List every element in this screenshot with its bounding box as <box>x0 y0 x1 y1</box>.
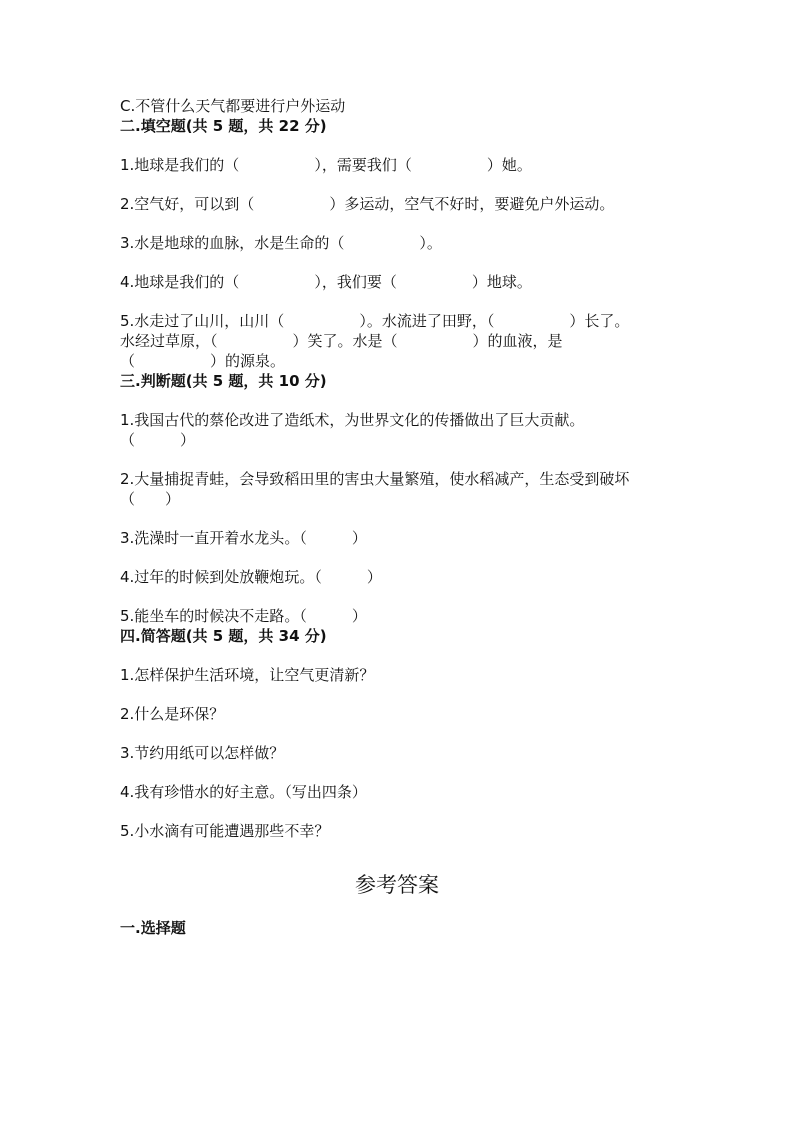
question-text-line: 1.地球是我们的（ ），需要我们（ ）她。 <box>120 156 532 174</box>
question-text-line: 5.小水滴有可能遭遇那些不幸？ <box>120 822 330 840</box>
question-item <box>120 233 674 253</box>
question-item <box>120 311 674 371</box>
question-text-line: 2.大量捕捉青蛙，会导致稻田里的害虫大量繁殖，使水稻减产，生态受到破坏 <box>120 470 630 488</box>
question-text-line: 5.能坐车的时候决不走路。（ ） <box>120 607 367 625</box>
answer-section-title: 一.选择题 <box>120 919 186 937</box>
question-text-line: 4.我有珍惜水的好主意。（写出四条） <box>120 783 367 801</box>
section-title: 二.填空题(共 5 题，共 22 分) <box>120 117 327 135</box>
question-text-line: 3.水是地球的血脉，水是生命的（ ）。 <box>120 234 442 252</box>
question-text-line: 4.地球是我们的（ ），我们要（ ）地球。 <box>120 273 532 291</box>
question-text-line: （ ）的源泉。 <box>120 352 286 370</box>
question-item <box>120 704 674 724</box>
question-text-line: 1.怎样保护生活环境，让空气更清新？ <box>120 666 375 684</box>
question-text-line: 3.节约用纸可以怎样做？ <box>120 744 285 762</box>
question-text-line: 4.过年的时候到处放鞭炮玩。（ ） <box>120 568 382 586</box>
answer-key-title: 参考答案 <box>355 873 439 897</box>
question-text-line: （ ） <box>120 431 196 449</box>
question-item <box>120 567 674 587</box>
question-text-line: 2.什么是环保？ <box>120 705 225 723</box>
question-item <box>120 528 674 548</box>
section-title: 四.简答题(共 5 题，共 34 分) <box>120 627 327 645</box>
question-item <box>120 410 674 450</box>
question-item <box>120 469 674 509</box>
question-sections <box>120 116 674 841</box>
question-item <box>120 155 674 175</box>
question-text-line: 1.我国古代的蔡伦改进了造纸术，为世界文化的传播做出了巨大贡献。 <box>120 411 585 429</box>
question-text-line: 2.空气好，可以到（ ）多运动，空气不好时，要避免户外运动。 <box>120 195 615 213</box>
question-item <box>120 743 674 763</box>
question-text-line: 水经过草原，（ ）笑了。水是（ ）的血液，是 <box>120 332 563 350</box>
question-item <box>120 606 674 626</box>
question-item <box>120 194 674 214</box>
question-item <box>120 821 674 841</box>
question-text-line: 3.洗澡时一直开着水龙头。（ ） <box>120 529 367 547</box>
question-item <box>120 782 674 802</box>
question-text-line: 5.水走过了山川，山川（ ）。水流进了田野，（ ）长了。 <box>120 312 630 330</box>
section-title: 三.判断题(共 5 题，共 10 分) <box>120 372 327 390</box>
question-item <box>120 272 674 292</box>
question-item <box>120 665 674 685</box>
question-text-line: （ ） <box>120 490 181 508</box>
previous-question-option: C.不管什么天气都要进行户外运动 <box>120 97 346 115</box>
